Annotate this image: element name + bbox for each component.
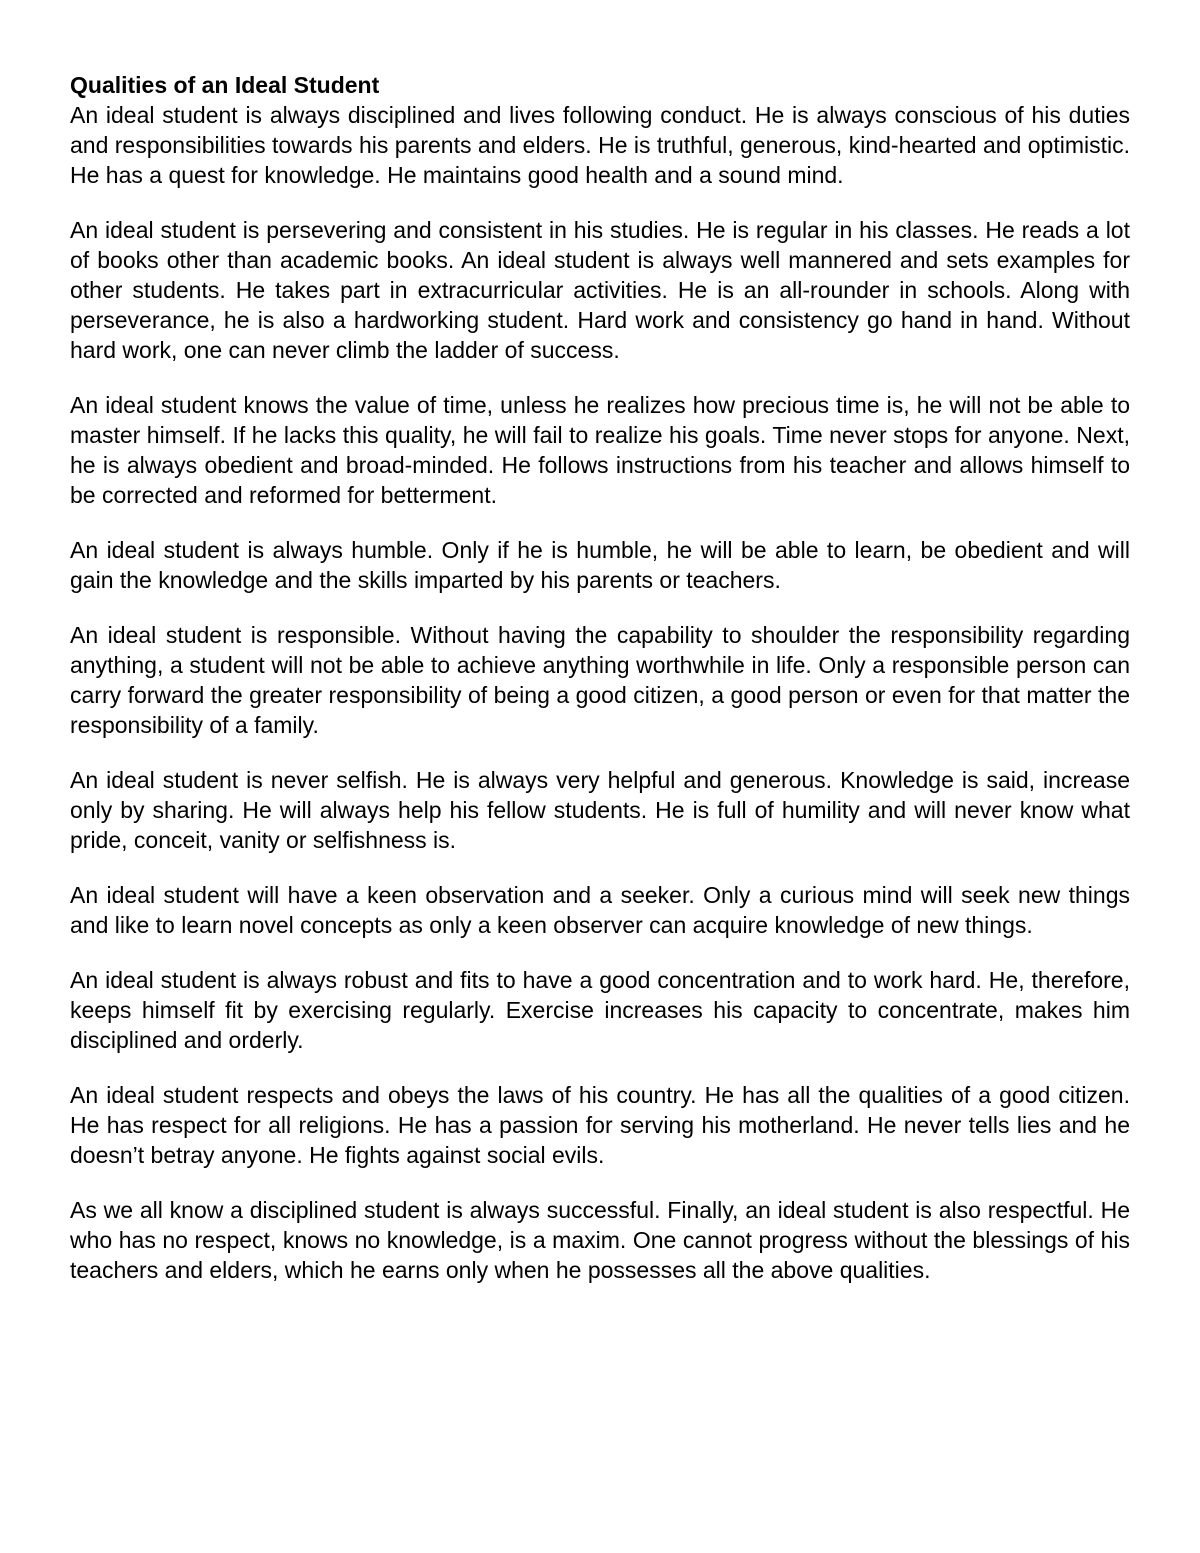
paragraph-6: An ideal student is never selfish. He is always very helpful and generous. Knowledge is said, increase only by sharing. He will always help his fellow students. He is full of humility and will never know what pride, conceit, vanity or selfishness is. <box>70 767 1130 853</box>
document-page <box>70 70 1130 1310</box>
paragraph-4: An ideal student is always humble. Only if he is humble, he will be able to learn, be obedient and will gain the knowledge and the skills imparted by his parents or teachers. <box>70 537 1130 593</box>
paragraph-7: An ideal student will have a keen observation and a seeker. Only a curious mind will seek new things and like to learn novel concepts as only a keen observer can acquire knowledge of new things. <box>70 882 1130 938</box>
paragraph-9: An ideal student respects and obeys the laws of his country. He has all the qualities of a good citizen. He has respect for all religions. He has a passion for serving his motherland. He never tells lies and he doesn’t betray anyone. He fights against social evils. <box>70 1082 1130 1168</box>
paragraph-3: An ideal student knows the value of time, unless he realizes how precious time is, he will not be able to master himself. If he lacks this quality, he will fail to realize his goals. Time never stops for anyone. Next, he is always obedient and broad-minded. He follows instructions from his teacher and allows himself to be corrected and reformed for betterment. <box>70 392 1130 508</box>
document-title: Qualities of an Ideal Student <box>70 72 380 98</box>
paragraph-8: An ideal student is always robust and fits to have a good concentration and to work hard. He, therefore, keeps himself fit by exercising regularly. Exercise increases his capacity to concentrate, makes him disciplined and orderly. <box>70 967 1130 1053</box>
paragraph-5: An ideal student is responsible. Without having the capability to shoulder the responsibility regarding anything, a student will not be able to achieve anything worthwhile in life. Only a responsible person can carry forward the greater responsibility of being a good citizen, a good person or even for that matter the responsibility of a family. <box>70 622 1130 738</box>
paragraph-2: An ideal student is persevering and consistent in his studies. He is regular in his classes. He reads a lot of books other than academic books. An ideal student is always well mannered and sets examples for other students. He takes part in extracurricular activities. He is an all-rounder in schools. Along with perseverance, he is also a hardworking student. Hard work and consistency go hand in hand. Without hard work, one can never climb the ladder of success. <box>70 217 1130 363</box>
paragraph-10: As we all know a disciplined student is always successful. Finally, an ideal student is also respectful. He who has no respect, knows no knowledge, is a maxim. One cannot progress without the blessings of his teachers and elders, which he earns only when he possesses all the above qualities. <box>70 1197 1130 1283</box>
paragraph-1: An ideal student is always disciplined and lives following conduct. He is always conscious of his duties and responsibilities towards his parents and elders. He is truthful, generous, kind-hearted and optimistic. He has a quest for knowledge. He maintains good health and a sound mind. <box>70 102 1130 188</box>
